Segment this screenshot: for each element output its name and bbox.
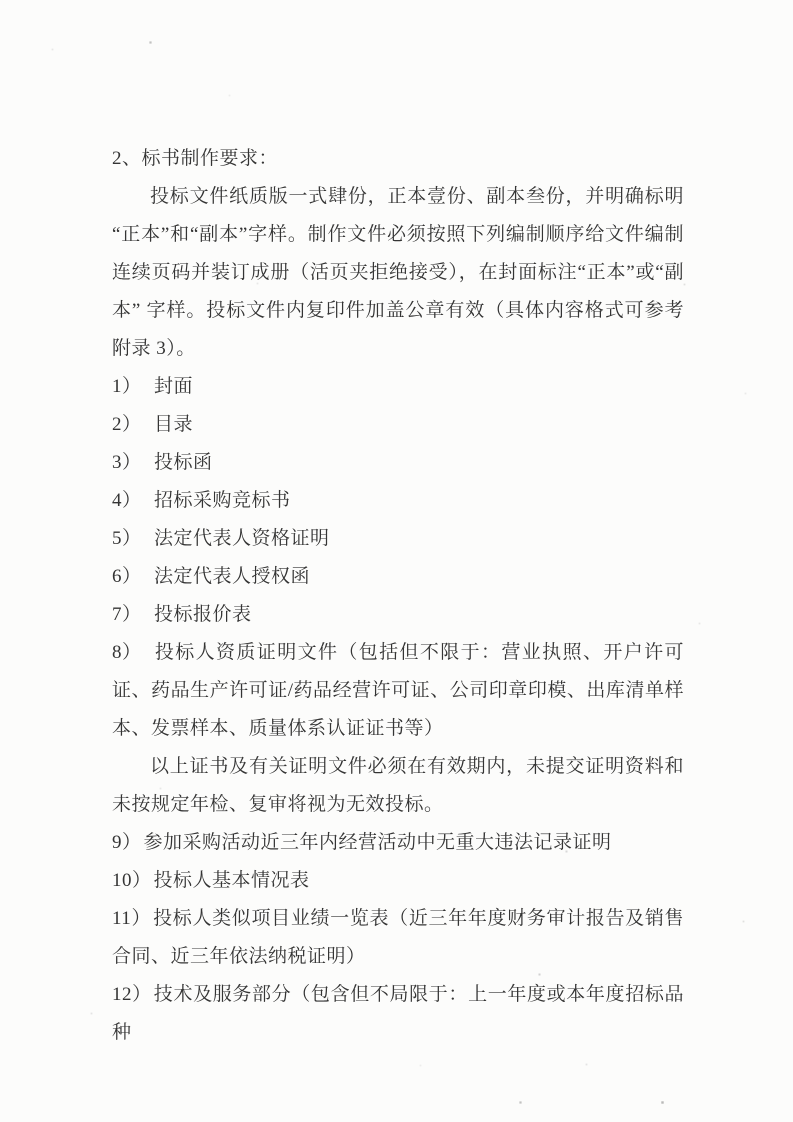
list-item-number: 1） xyxy=(112,376,142,397)
list-item-text: 投标人类似项目业绩一览表（近三年年度财务审计报告及销售合同、近三年依法纳税证明） xyxy=(112,908,684,967)
list-item-2 xyxy=(112,406,684,444)
list-item-number: 3） xyxy=(112,452,142,473)
list-item-text: 技术及服务部分（包含但不局限于：上一年度或本年度招标品种 xyxy=(112,984,684,1043)
list-item-5 xyxy=(112,520,684,558)
list-item-7 xyxy=(112,596,684,634)
section-heading: 2、标书制作要求： xyxy=(112,148,279,169)
list-item-number: 11） xyxy=(112,908,152,929)
list-item-number: 6） xyxy=(112,566,142,587)
list-item-number: 5） xyxy=(112,528,142,549)
list-item-text: 参加采购活动近三年内经营活动中无重大违法记录证明 xyxy=(143,832,612,853)
scan-noise-specks xyxy=(0,0,1,1)
intro-paragraph: 投标文件纸质版一式肆份，正本壹份、副本叁份，并明确标明“正本”和“副本”字样。制作文件必须按照下列编制顺序给文件编制连续页码并装订成册（活页夹拒绝接受），在封面标注“正本”或“副本” 字样。投标文件内复印件加盖公章有效（具体内容格式可参考附录 3）。 xyxy=(112,186,684,359)
list-item-text: 法定代表人授权函 xyxy=(154,566,311,587)
list-item-11 xyxy=(112,900,684,976)
list-item-number: 10） xyxy=(112,870,152,891)
document-content xyxy=(112,140,684,1052)
list-item-9 xyxy=(112,824,684,862)
list-item-12 xyxy=(112,976,684,1052)
list-item-number: 7） xyxy=(112,604,142,625)
list-item-6 xyxy=(112,558,684,596)
list-item-4 xyxy=(112,482,684,520)
list-item-text: 封面 xyxy=(154,376,194,397)
note-paragraph: 以上证书及有关证明文件必须在有效期内，未提交证明资料和未按规定年检、复审将视为无效投标。 xyxy=(112,756,684,815)
list-item-10 xyxy=(112,862,684,900)
list-item-text: 投标函 xyxy=(154,452,213,473)
list-item-number: 2） xyxy=(112,414,142,435)
list-item-text: 投标人资质证明文件（包括但不限于：营业执照、开户许可证、药品生产许可证/药品经营许可证、公司印章印模、出库清单样本、发票样本、质量体系认证证书等） xyxy=(112,642,684,739)
list-item-text: 目录 xyxy=(154,414,194,435)
list-item-3 xyxy=(112,444,684,482)
list-item-number: 9） xyxy=(112,832,142,853)
list-item-text: 招标采购竞标书 xyxy=(154,490,291,511)
list-item-text: 投标报价表 xyxy=(154,604,252,625)
list-item-number: 8） xyxy=(112,642,142,663)
list-item-number: 4） xyxy=(112,490,142,511)
list-item-8 xyxy=(112,634,684,748)
list-item-1 xyxy=(112,368,684,406)
list-item-number: 12） xyxy=(112,984,152,1005)
list-item-text: 法定代表人资格证明 xyxy=(154,528,330,549)
list-item-text: 投标人基本情况表 xyxy=(153,870,310,891)
